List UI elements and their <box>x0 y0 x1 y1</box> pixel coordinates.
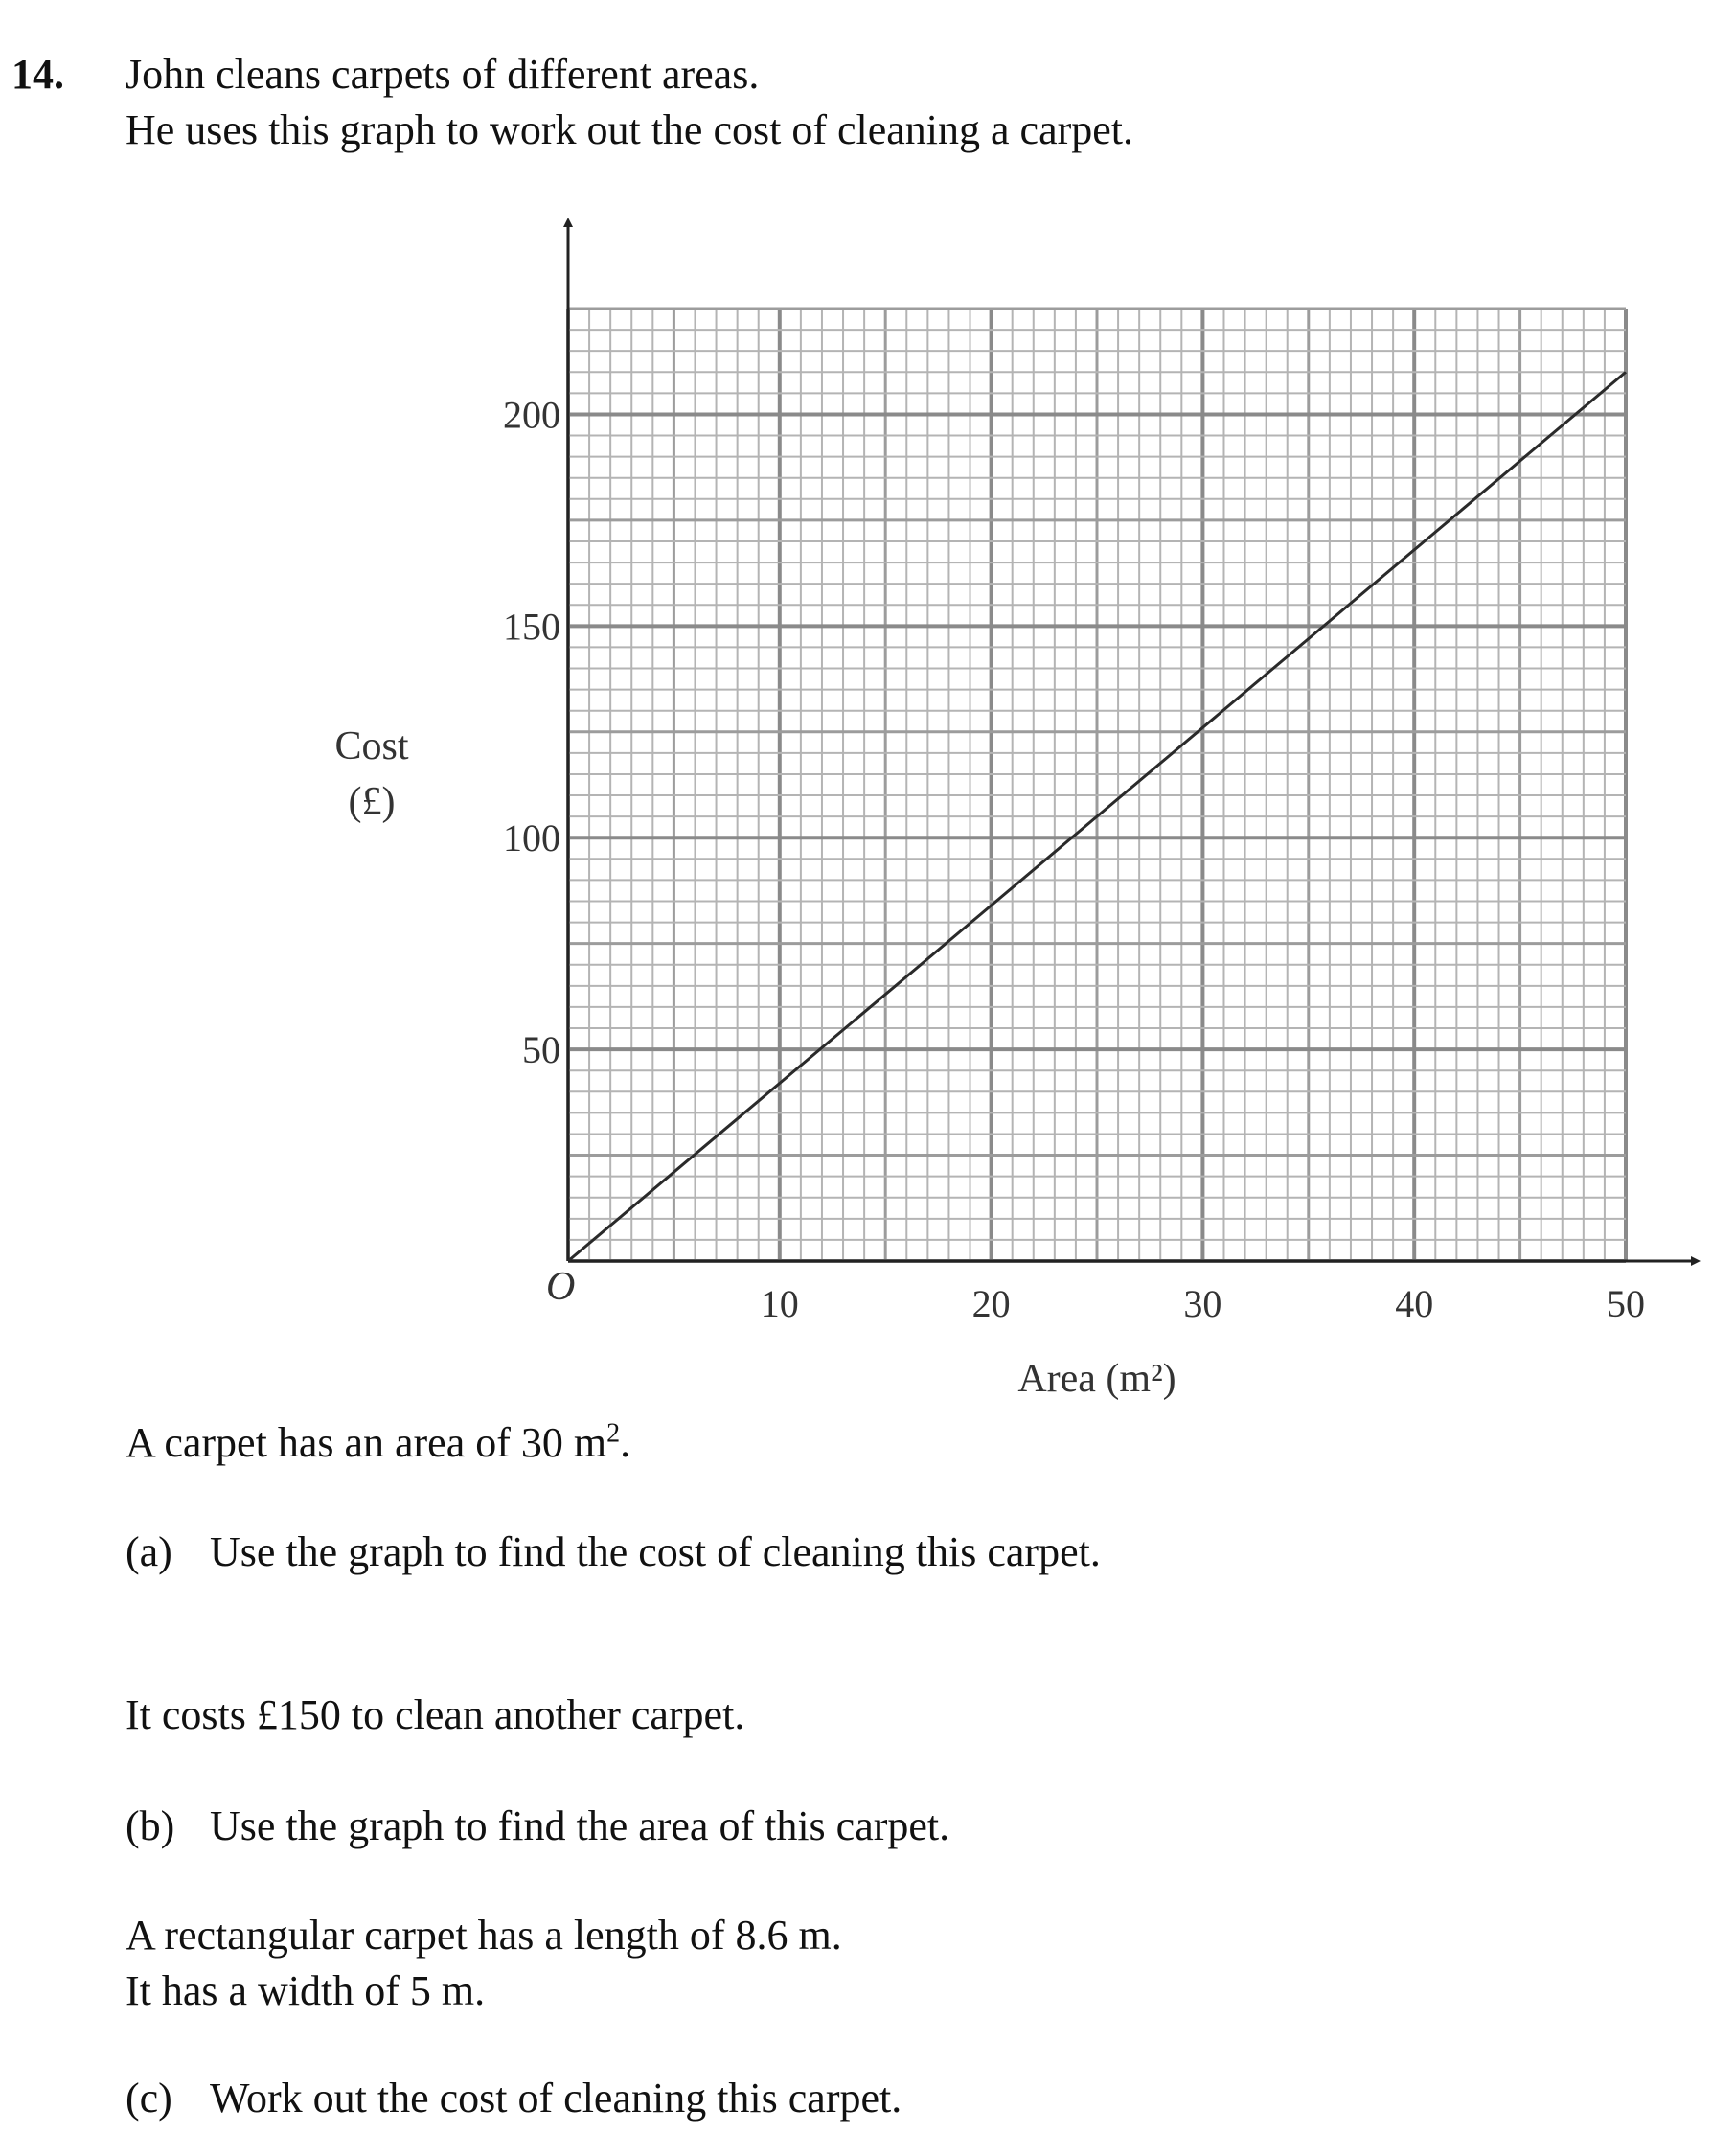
intro-line-2: He uses this graph to work out the cost of cleaning a carpet. <box>126 106 1134 153</box>
carpet-area-end: . <box>620 1419 631 1466</box>
carpet-area-superscript: 2 <box>606 1418 621 1449</box>
part-a <box>126 1525 1101 1579</box>
part-c <box>126 2072 902 2125</box>
y-axis-title-line-1: Cost <box>334 724 409 768</box>
part-b-label: (b) <box>126 1802 175 1849</box>
question-number: 14. <box>11 51 64 98</box>
rect-length-statement: A rectangular carpet has a length of 8.6 m. <box>126 1912 842 1959</box>
part-b-text: Use the graph to find the area of this carpet. <box>210 1802 950 1849</box>
y-tick-label: 150 <box>503 605 560 649</box>
y-tick-label: 100 <box>503 816 560 860</box>
costs-statement: It costs £150 to clean another carpet. <box>126 1691 745 1738</box>
x-tick-label: 10 <box>760 1282 799 1325</box>
part-a-text: Use the graph to find the cost of cleaning this carpet. <box>210 1528 1101 1575</box>
y-axis-title-line-2: (£) <box>348 780 396 824</box>
x-tick-label: 40 <box>1395 1282 1434 1325</box>
part-c-label: (c) <box>126 2075 172 2122</box>
x-tick-label: 20 <box>971 1282 1011 1325</box>
x-tick-label: 50 <box>1607 1282 1645 1325</box>
x-axis-title: Area (m²) <box>1017 1357 1176 1401</box>
carpet-area-text: A carpet has an area of 30 m <box>126 1419 607 1466</box>
graph-grid <box>568 309 1626 1261</box>
y-tick-label: 50 <box>522 1028 560 1072</box>
part-a-label: (a) <box>126 1528 172 1575</box>
origin-label: O <box>546 1265 576 1309</box>
rect-width-statement: It has a width of 5 m. <box>126 1967 486 2014</box>
x-tick-label: 30 <box>1183 1282 1222 1325</box>
part-c-text: Work out the cost of cleaning this carpet. <box>210 2075 902 2122</box>
intro-line-1: John cleans carpets of different areas. <box>126 51 760 98</box>
part-b <box>126 1800 949 1853</box>
y-tick-label: 200 <box>503 393 560 437</box>
carpet-area-statement <box>126 1416 630 1470</box>
